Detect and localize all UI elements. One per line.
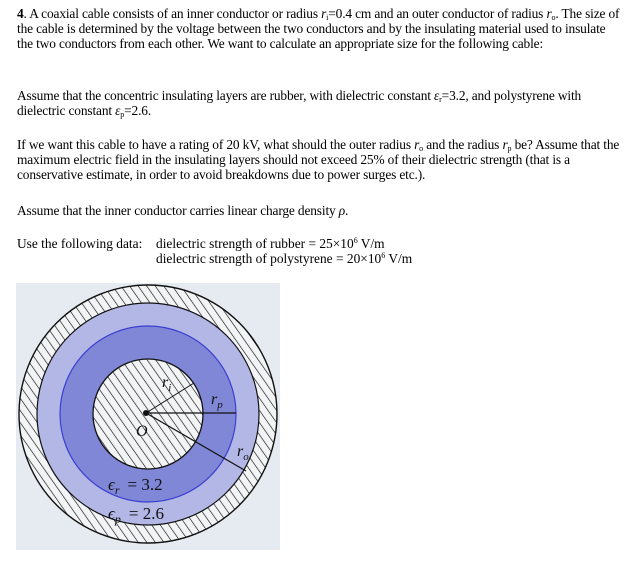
epsilon-p-symbol: ε [115,103,121,118]
origin-dot [143,410,149,416]
dielectric-assumption: Assume that the concentric insulating layers are rubber, with dielectric constant $\varepsilon_r=3.2$, and polystyrene with dielectric constant $\varepsilon_p=2.6$. [17,88,582,119]
ro-label: $r_o$ [237,443,249,463]
ri-symbol: r [321,6,327,21]
epsilon-r-symbol: ε [434,88,440,103]
question-text: If we want this cable to have a rating of 20 kV, what should the outer radius $r_o$ and the radius $r_p$ be? Assume that the maximum electric field in the insulating layers should not exceed 25% of their dielectric strength (that is a conservative estimate, in order to avoid breakdowns due to power surges etc.). [17,137,620,182]
data-label: Use the following data: [17,236,143,251]
coaxial-cable-diagram [16,283,280,550]
origin-label: O [136,423,148,440]
rho-symbol: ρ [338,203,346,218]
problem-intro: 4. A coaxial cable consists of an inner conductor or radius $r_i=0.4$ cm and an outer conductor of radius $r_o$. The size of the cable is determined by the voltage between the two conductors and by the insulating material used to insulate the two conductors from each other. We want to calculate an appropriate size for the following cable: [17,6,620,51]
problem-number: 4 [17,6,24,21]
ro-symbol: r [414,137,420,152]
eps-p-label: $\epsilon_p = 2.6$ [108,504,164,526]
data-row-rubber: Use the following data: dielectric strength of rubber = $25\times 10^6$ V/m [17,236,385,251]
rp-label: $r_p$ [211,391,223,411]
ri-label: $r_i$ [162,374,172,394]
coax-cross-section [16,283,280,550]
ro-symbol: r [546,6,552,21]
rp-symbol: r [502,137,508,152]
charge-assumption: Assume that the inner conductor carries linear charge density ρ. [17,203,349,218]
eps-r-label: $\epsilon_r = 3.2$ [108,475,163,497]
data-row-polystyrene: dielectric strength of polystyrene = $20\times 10^6$ V/m [156,251,413,266]
